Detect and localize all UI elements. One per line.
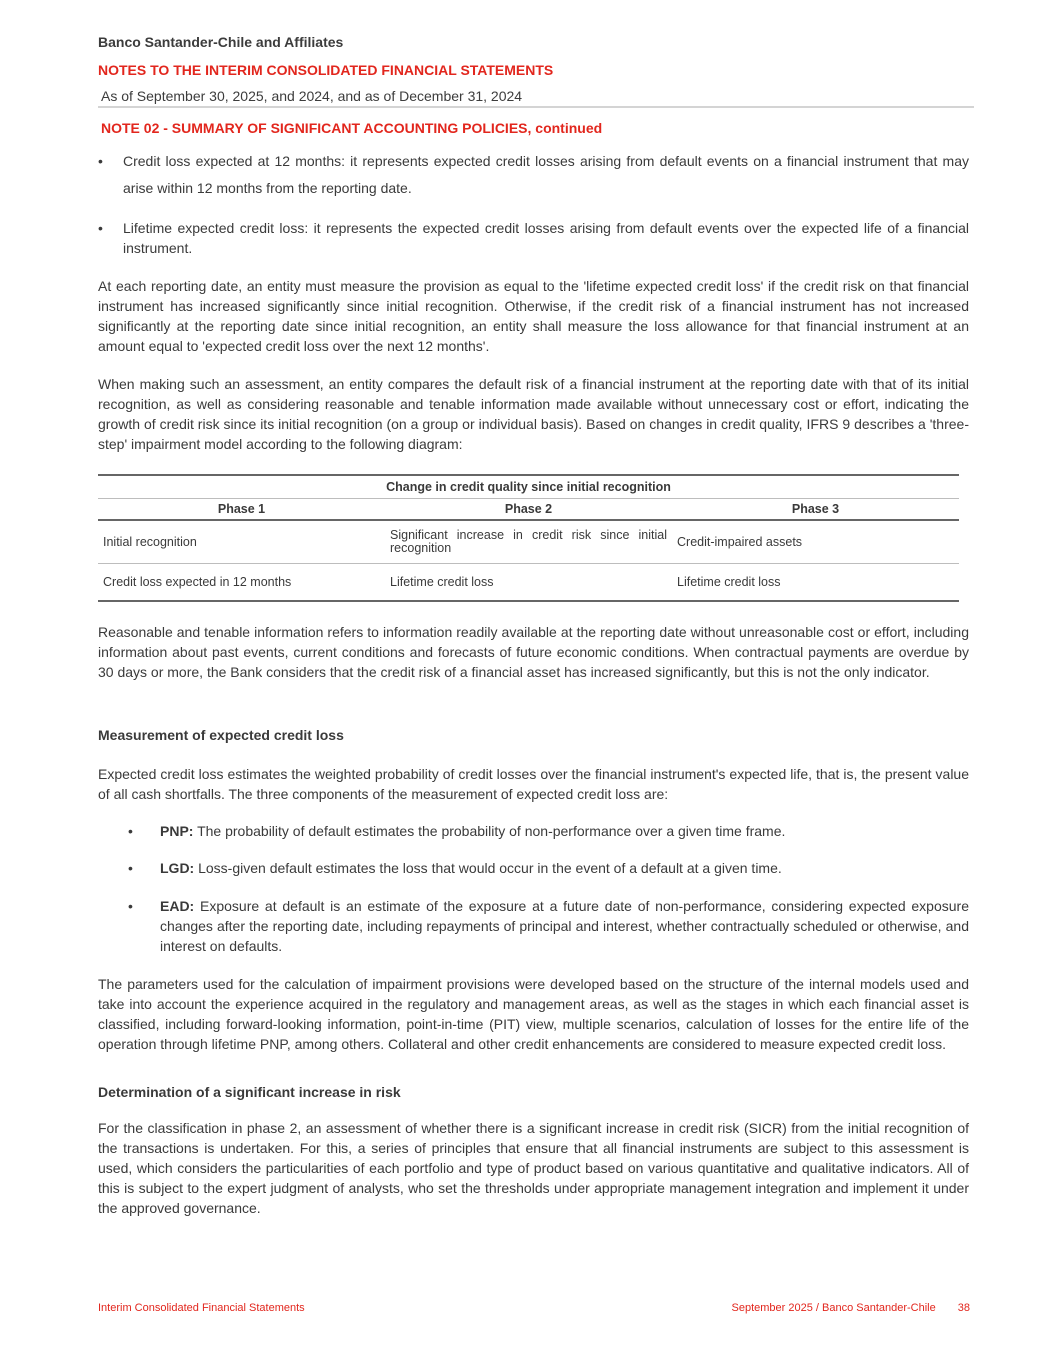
- table-row: [98, 521, 959, 563]
- bullet-dot-icon: •: [98, 153, 103, 169]
- paragraph: At each reporting date, an entity must measure the provision as equal to the 'lifetime expected credit loss' if the credit risk on that financial instrument has increased significantly since initial recognition. Otherwise, if the credit risk of a financial instrument has not increased significantly at the reporting date since initial recognition, an entity shall measure the loss allowance for that financial instrument at an amount equal to 'expected credit loss over the next 12 months'.: [98, 278, 969, 354]
- company-name: Banco Santander-Chile and Affiliates: [98, 34, 344, 50]
- bullet-text: Credit loss expected at 12 months: it represents expected credit losses arising from default events on a financial instrument that may arise within 12 months from the reporting date.: [123, 153, 969, 196]
- component-label: LGD:: [160, 860, 195, 876]
- bullet-item: [98, 151, 969, 201]
- table-cell: Significant increase in credit risk since initial recognition: [390, 528, 667, 555]
- bullet-dot-icon: •: [128, 860, 133, 876]
- component-description: The probability of default estimates the probability of non-performance over a given time frame.: [193, 823, 786, 839]
- table-cell: Initial recognition: [103, 535, 197, 549]
- header-divider: [98, 106, 974, 108]
- component-item: [128, 821, 969, 843]
- table-cell: Credit loss expected in 12 months: [103, 575, 292, 589]
- paragraph: Expected credit loss estimates the weighted probability of credit losses over the financial instrument's expected life, that is, the present value of all cash shortfalls. The three components of the measurement of expected credit loss are:: [98, 766, 969, 802]
- bullet-dot-icon: •: [98, 220, 103, 236]
- table-cell: Credit-impaired assets: [677, 535, 803, 549]
- bullet-dot-icon: •: [128, 823, 133, 839]
- table-span-header: Change in credit quality since initial recognition: [386, 480, 671, 494]
- reporting-period: As of September 30, 2025, and 2024, and as of December 31, 2024: [101, 88, 523, 104]
- component-item: [128, 858, 969, 880]
- document-page: [98, 0, 970, 1365]
- section-heading: Measurement of expected credit loss: [98, 727, 344, 743]
- footer-publication: [732, 1302, 971, 1314]
- notes-title: NOTES TO THE INTERIM CONSOLIDATED FINANCIAL STATEMENTS: [98, 62, 554, 78]
- component-description: Exposure at default is an estimate of the exposure at a future date of non-performance, considering expected exposure changes after the reporting date, including repayments of principal and interest, whether contractually scheduled or otherwise, and interest on defaults.: [160, 898, 969, 954]
- bullet-text: Lifetime expected credit loss: it represents the expected credit losses arising from default events over the expected life of a financial instrument.: [123, 220, 969, 256]
- section-heading: Determination of a significant increase in risk: [98, 1084, 401, 1100]
- page-number: 38: [957, 1302, 970, 1314]
- component-label: PNP:: [160, 823, 194, 839]
- paragraph: For the classification in phase 2, an assessment of whether there is a significant increase in credit risk (SICR) from the initial recognition of the transactions is undertaken. For this, a series of principles that ensure that all financial instruments are subject to this assessment is used, which considers the particularities of each portfolio and type of product based on various quantitative and qualitative indicators. All of this is subject to the expert judgment of analysts, who set the thresholds under appropriate management integration and implement it under the approved governance.: [98, 1120, 969, 1216]
- component-label: EAD:: [160, 898, 195, 914]
- table-header-cell: Phase 1: [217, 502, 266, 516]
- table-header-cell: Phase 3: [791, 502, 840, 516]
- footer-date-entity: September 2025 / Banco Santander-Chile: [731, 1302, 936, 1314]
- component-text: [160, 896, 969, 956]
- footer-document-title: Interim Consolidated Financial Statements: [98, 1302, 305, 1314]
- component-description: Loss-given default estimates the loss that would occur in the event of a default at a given time.: [194, 860, 782, 876]
- table-row: [98, 564, 959, 600]
- paragraph: Reasonable and tenable information refers to information readily available at the reporting date without unreasonable cost or effort, including information about past events, current conditions and forecasts of future economic conditions. When contractual payments are overdue by 30 days or more, the Bank considers that the credit risk of a financial asset has increased significantly, but this is not the only indicator.: [98, 624, 969, 680]
- table-cell: Lifetime credit loss: [677, 575, 781, 589]
- component-text: [160, 858, 969, 878]
- table-header-row: [98, 499, 959, 519]
- component-text: [160, 821, 969, 841]
- bullet-item: [98, 218, 969, 260]
- paragraph: When making such an assessment, an entity compares the default risk of a financial instrument at the reporting date with that of its initial recognition, as well as considering reasonable and tenable information made available without unnecessary cost or effort, indicating the growth of credit risk since its initial recognition (on a group or individual basis). Based on changes in credit quality, IFRS 9 describes a 'three-step' impairment model according to the following diagram:: [98, 376, 969, 452]
- note-title: NOTE 02 - SUMMARY OF SIGNIFICANT ACCOUNTING POLICIES, continued: [101, 120, 603, 136]
- table-cell: Lifetime credit loss: [390, 575, 494, 589]
- component-item: [128, 896, 969, 958]
- table-header-cell: Phase 2: [504, 502, 553, 516]
- impairment-model-table: [98, 474, 959, 602]
- bullet-dot-icon: •: [128, 898, 133, 914]
- paragraph: The parameters used for the calculation of impairment provisions were developed based on the structure of the internal models used and take into account the experience acquired in the regulatory and management areas, as well as the stages in which each financial asset is classified, including forward-looking information, point-in-time (PIT) view, multiple scenarios, calculation of losses for the entire life of the operation through lifetime PNP, among others. Collateral and other credit enhancements are considered to measure expected credit loss.: [98, 976, 969, 1052]
